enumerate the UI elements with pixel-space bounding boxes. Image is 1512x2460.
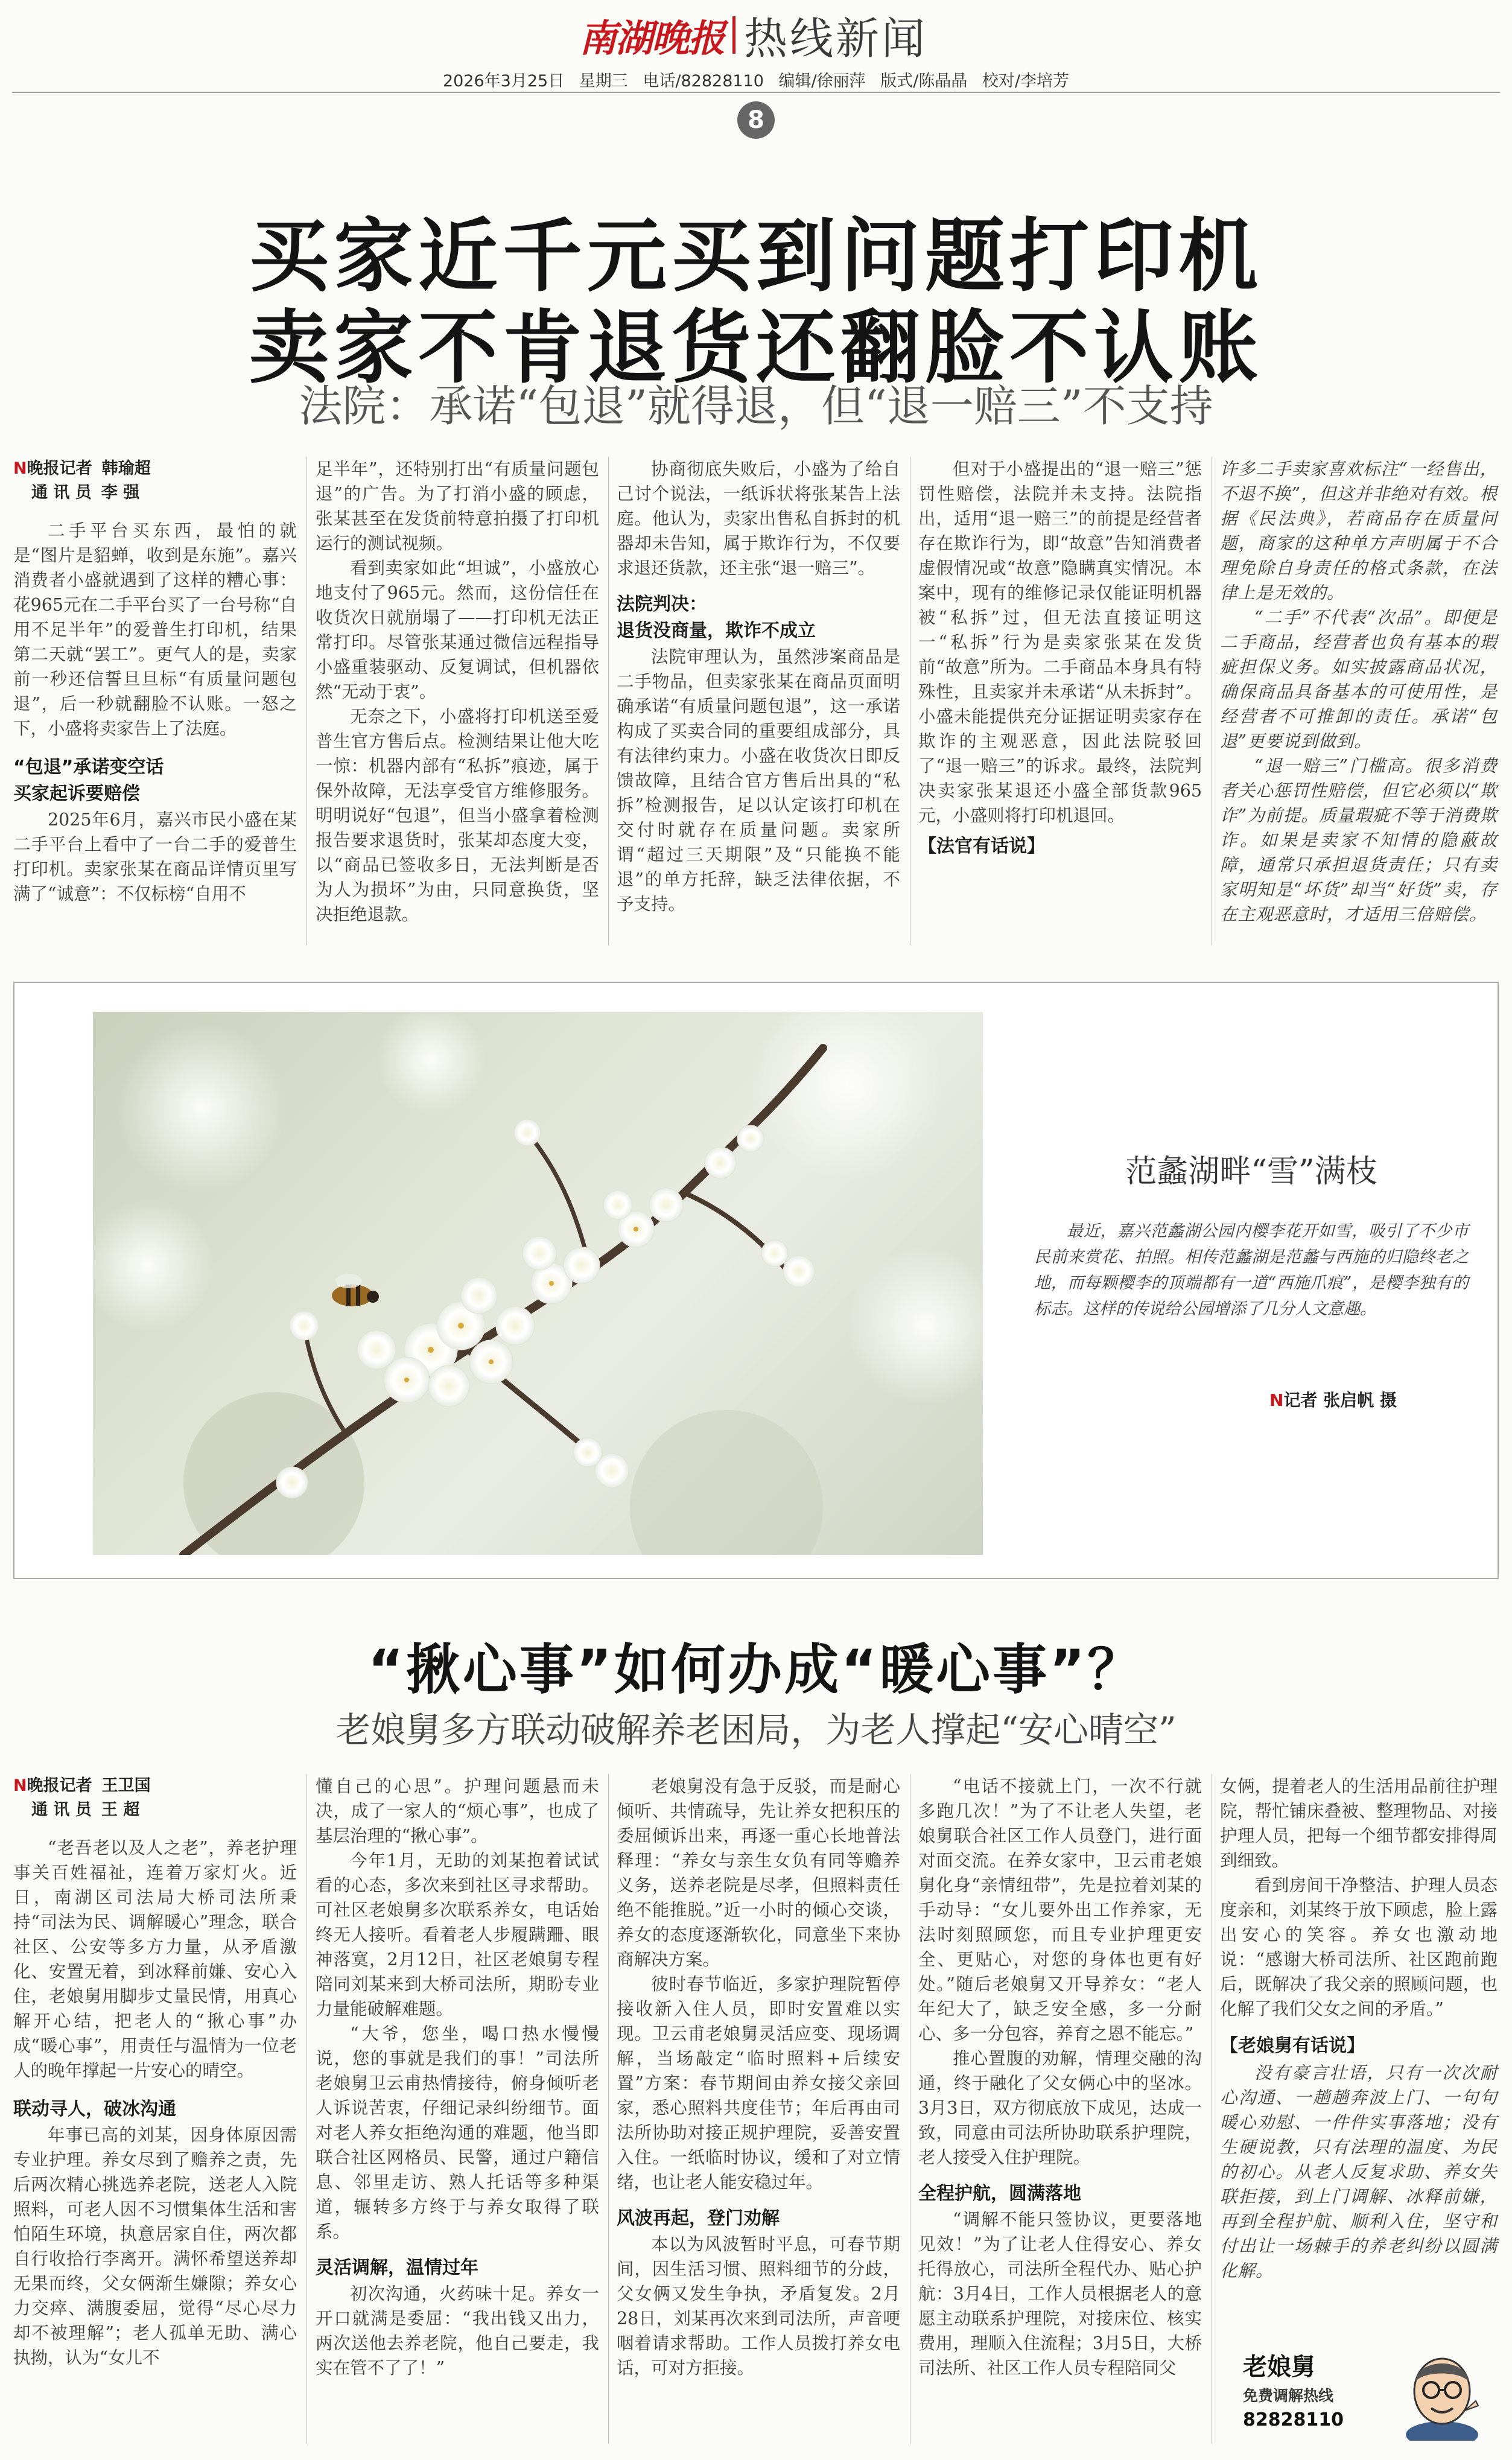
paragraph: 法院审理认为，虽然涉案商品是二手物品，但卖家张某在商品页面明确承诺“有质量问题包退”，这一承诺构成了买卖合同的重要组成部分，具有法律约束力。小盛在收货次日即反馈故障，且结合官方售后出具的“私拆”检测报告，足以认定该打印机在交付时就存在质量问题。卖家所谓“超过三天期限”及“只能换不能退”的单方托辞，缺乏法律依据，不予支持。 <box>617 647 900 914</box>
paragraph: 彼时春节临近，多家护理院暂停接收新入住人员，即时安置难以实现。卫云甫老娘舅灵活应变、现场调解，当场敲定“临时照料+后续安置”方案：春节期间由养女接父亲回家，悉心照料共度佳节；年后再由司法所协助对接正规护理院，妥善安置入住。一纸临时协议，缓和了对立情绪，也让老人能安稳过年。 <box>617 1974 900 2192</box>
blossom-illustration <box>93 1012 983 1555</box>
paragraph: 今年1月，无助的刘某抱着试试看的心态，多次来到社区寻求帮助。可社区老娘舅多次联系养女，电话始终无人接听。看着老人步履蹒跚、眼神落寞，2月12日，社区老娘舅专程陪同刘某来到大桥司法所，期盼专业力量能破解难题。 <box>316 1851 599 2019</box>
story2-subheadline: 老娘舅多方联动破解养老困局，为老人撑起“安心晴空” <box>335 1709 1177 1750</box>
issue-weekday: 星期三 <box>579 72 628 91</box>
mediator-comment: 没有豪言壮语，只有一次次耐心沟通、一趟趟奔波上门、一句句暖心劝慰、一件件实事落地；没有生硬说教，只有法理的温度、为民的初心。从老人反复求助、养女失联拒接，到上门调解、冰释前嫌，再到全程护航、顺利入住，坚守和付出让一场棘手的养老纠纷以圆满化解。 <box>1220 2063 1498 2281</box>
story2-byline: N晚报记者 王卫国 <box>13 1776 151 1795</box>
paragraph: 推心置腹的劝解，情理交融的沟通，终于融化了父女俩心中的坚冰。3月3日，双方彻底放下成见，达成一致，同意由司法所协助联系护理院，老人接受入住护理院。 <box>918 2048 1202 2167</box>
story1-column-2 <box>316 457 599 927</box>
section-subhead: 退货没商量，欺诈不成立 <box>617 620 816 641</box>
section-subhead: 全程护航，圆满落地 <box>918 2183 1081 2204</box>
story2-headline: “揪心事”如何办成“暖心事”？ <box>367 1638 1145 1702</box>
paragraph: “二手”不代表“次品”。即便是二手商品，经营者也负有基本的瑕疵担保义务。如实披露商品状况，确保商品具备基本的可使用性，是经营者不可推卸的责任。承诺“包退”更要说到做到。 <box>1220 608 1498 751</box>
story1-subheadline: 法院：承诺“包退”就得退，但“退一赔三”不支持 <box>299 381 1213 431</box>
paragraph: 老娘舅没有急于反驳，而是耐心倾听、共情疏导，先让养女把积压的委屈倾诉出来，再逐一重心长地普法释理：“养女与亲生女负有同等赡养义务，送养老院是尽孝，但照料责任绝不能推脱。”近一小时的倾心交谈，养女的态度逐渐软化，同意坐下来协商解决方案。 <box>617 1776 900 1969</box>
section-subhead: 联动寻人，破冰沟通 <box>13 2099 176 2120</box>
paragraph: 二手平台买东西，最怕的就是“图片是貂蝉，收到是东施”。嘉兴消费者小盛就遇到了这样的糟心事：花965元在二手平台买了一台号称“自用不足半年”的爱普生打印机，结果第二天就“罢工”。更气人的是，卖家前一秒还信誓旦旦标“有质量问题包退”，后一秒就翻脸不认账。一怒之下，小盛将卖家告上了法庭。 <box>13 521 297 739</box>
paragraph: “退一赔三”门槛高。很多消费者关心惩罚性赔偿，但它必须以“欺诈”为前提。质量瑕疵不等于消费欺诈。如果是卖家不知情的隐蔽故障，通常只承担退货责任；只有卖家明知是“坏货”却当“好货”卖，存在主观恶意时，才适用三倍赔偿。 <box>1220 756 1498 924</box>
section-subhead: 买家起诉要赔偿 <box>13 783 140 804</box>
paragraph: 看到房间干净整洁、护理人员态度亲和，刘某终于放下顾虑，脸上露出安心的笑容。养女也激动地说：“感谢大桥司法所、社区跑前跑后，既解决了我父亲的照顾问题，也化解了我们父女之间的矛盾。” <box>1220 1875 1498 2019</box>
story2-column-3 <box>617 1774 900 2380</box>
photo-feature <box>13 982 1499 1579</box>
paragraph: “老吾老以及人之老”，养老护理事关百姓福祉，连着万家灯火。近日，南湖区司法局大桥司法所秉持“司法为民、调解暖心”理念，联合社区、公安等多方力量，从矛盾激化、安置无着，到冰释前嫌、安心入住，老娘舅用脚步丈量民情，用真心解开心结，把老人的“揪心事”办成“暖心事”，用责任与温情为一位老人的晚年撑起一片安心的晴空。 <box>13 1838 297 2080</box>
section-subhead: 法院判决： <box>617 594 707 615</box>
section-name: 热线新闻 <box>744 13 928 64</box>
story2-column-4 <box>918 1774 1202 2380</box>
story1-headline-line2: 卖家不肯退货还翻脸不认账 <box>249 302 1263 395</box>
story2-column-2 <box>316 1774 599 2380</box>
plum-blossom-photo <box>93 1012 983 1555</box>
paragraph: 看到卖家如此“坦诚”，小盛放心地支付了965元。然而，这份信任在收货次日就崩塌了——打印机无法正常打印。尽管张某通过微信远程指导小盛重装驱动、反复调试，但机器依然“无动于衷”。 <box>316 558 599 702</box>
n-logo-icon: N <box>13 1776 27 1795</box>
hotline-phone: 电话/82828110 <box>643 72 764 91</box>
column-divider <box>608 457 609 946</box>
paragraph: 但对于小盛提出的“退一赔三”惩罚性赔偿，法院并未支持。法院指出，适用“退一赔三”的前提是经营者存在欺诈行为，即“故意”告知消费者虚假情况或“故意”隐瞒真实情况。本案中，现有的维修记录仅能证明机器被“私拆”过，但无法直接证明这一“私拆”行为是卖家张某在发货前“故意”所为。二手商品本身具有特殊性，且卖家并未承诺“从未拆封”。小盛未能提供充分证据证明卖家存在欺诈的主观恶意，因此法院驳回了“退一赔三”的诉求。最终，法院判决卖家张某退还小盛全部货款965元，小盛则将打印机退回。 <box>918 459 1202 825</box>
story2-column-1 <box>13 1774 297 2370</box>
story1-byline-2: 通 讯 员 李 强 <box>31 483 140 502</box>
proof-credit: 校对/李培芳 <box>982 72 1070 91</box>
logo-divider <box>732 16 735 54</box>
photo-caption: 最近，嘉兴范蠡湖公园内樱李花开如雪，吸引了不少市民前来赏花、拍照。相传范蠡湖是范蠡与西施的归隐终老之地，而每颗樱李的顶端都有一道“西施爪痕”，是樱李独有的标志。这样的传说给公园增添了几分人文意趣。 <box>1034 1222 1469 1318</box>
story1-column-4 <box>918 457 1202 861</box>
promo-line: 免费调解热线 <box>1243 2387 1334 2404</box>
photo-title: 范蠡湖畔“雪”满枝 <box>1125 1154 1377 1190</box>
logo-text: 南湖晚报 <box>579 16 725 60</box>
editor-credit: 编辑/徐丽萍 <box>778 72 866 91</box>
story1-byline: N晚报记者 韩瑜超 <box>13 459 151 478</box>
paragraph: 懂自己的心思”。护理问题悬而未决，成了一家人的“烦心事”，也成了基层治理的“揪心事”。 <box>316 1776 599 1846</box>
mediator-comment-title: 【老娘舅有话说】 <box>1220 2035 1365 2056</box>
photo-credit: N记者 张启帆 摄 <box>1269 1390 1397 1410</box>
story1-column-1 <box>13 457 297 906</box>
dateline <box>0 68 1512 91</box>
judge-comment <box>1220 457 1498 927</box>
page-number-badge: 8 <box>737 101 775 139</box>
paragraph: “调解不能只签协议，更要落地见效！”为了让老人住得安心、养女托得放心，司法所全程代办、贴心护航：3月4日，工作人员根据老人的意愿主动联系护理院，对接床位、核实费用，理顺入住流程；3月5日，大桥司法所、社区工作人员专程陪同父 <box>918 2210 1202 2378</box>
paragraph: 协商彻底失败后，小盛为了给自己讨个说法，一纸诉状将张某告上法庭。他认为，卖家出售私自拆封的机器却未告知，属于欺诈行为，不仅要求退还货款，还主张“退一赔三”。 <box>617 459 900 578</box>
paragraph: 本以为风波暂时平息，可春节期间，因生活习惯、照料细节的分歧，父女俩又发生争执，矛盾复发。2月28日，刘某再次来到司法所，声音哽咽着请求帮助。工作人员拨打养女电话，可对方拒接。 <box>617 2234 900 2378</box>
paragraph: 女俩，提着老人的生活用品前往护理院，帮忙铺床叠被、整理物品、对接护理人员，把每一个细节都安排得周到细致。 <box>1220 1776 1498 1870</box>
hotline-promo <box>1243 2344 1484 2444</box>
paragraph: 许多二手卖家喜欢标注“一经售出，不退不换”，但这并非绝对有效。根据《民法典》，若商品存在质量问题，商家的这种单方声明属于不合理免除自身责任的格式条款，在法律上是无效的。 <box>1220 459 1498 603</box>
paragraph: 无奈之下，小盛将打印机送至爱普生官方售后点。检测结果让他大吃一惊：机器内部有“私拆”痕迹，属于保外故障，无法享受官方维修服务。明明说好“包退”，但当小盛拿着检测报告要求退货时，张某却态度大变，以“商品已签收多日，无法判断是否为人为损坏”为由，只同意换货，坚决拒绝退款。 <box>316 707 599 924</box>
paragraph: 2025年6月，嘉兴市民小盛在某二手平台上看中了一台二手的爱普生打印机。卖家张某在商品详情页里写满了“诚意”：不仅标榜“自用不 <box>13 810 297 904</box>
bee-icon <box>332 1274 379 1306</box>
judge-comment-title: 【法官有话说】 <box>918 836 1045 857</box>
story2-byline-2: 通 讯 员 王 超 <box>31 1801 140 1819</box>
n-logo-icon: N <box>13 459 27 478</box>
layout-credit: 版式/陈晶晶 <box>880 72 968 91</box>
newspaper-logo <box>579 11 928 64</box>
n-logo-icon: N <box>1269 1390 1284 1410</box>
paragraph: 足半年”，还特别打出“有质量问题包退”的广告。为了打消小盛的顾虑，张某甚至在发货前特意拍摄了打印机运行的测试视频。 <box>316 459 599 553</box>
paragraph: “大爷，您坐，喝口热水慢慢说，您的事就是我们的事！”司法所老娘舅卫云甫热情接待，俯身倾听老人诉说苦衷，仔细记录纠纷细节。面对老人养女拒绝沟通的难题，他当即联合社区网格员、民警，通过户籍信息、邻里走访、熟人托话等多种渠道，辗转多方终于与养女取得了联系。 <box>316 2024 599 2242</box>
promo-phone: 82828110 <box>1243 2409 1344 2430</box>
issue-date: 2026年3月25日 <box>442 72 565 91</box>
section-subhead: 风波再起，登门劝解 <box>617 2208 780 2229</box>
story1-column-3 <box>617 457 900 917</box>
section-subhead: 灵活调解，温情过年 <box>316 2257 478 2278</box>
story1-headline-line1: 买家近千元买到问题打印机 <box>249 210 1263 303</box>
promo-name: 老娘舅 <box>1243 2353 1315 2381</box>
masthead-rule <box>12 92 1500 93</box>
section-subhead: “包退”承诺变空话 <box>13 757 164 778</box>
paragraph: “电话不接就上门，一次不行就多跑几次！”为了不让老人失望，老娘舅联合社区工作人员登门，进行面对面交流。在养女家中，卫云甫老娘舅化身“亲情纽带”，先是拉着刘某的手动导：“女儿要外出工作养家，无法时刻照顾您，而且专业护理更安全、更贴心，对您的身体也更有好处。”随后老娘舅又开导养女：“老人年纪大了，缺乏安全感，多一分耐心、多一分包容，养育之恩不能忘。” <box>918 1776 1202 2044</box>
paragraph: 年事已高的刘某，因身体原因需专业护理。养女尽到了赡养之责，先后两次精心挑选养老院，送老人入院照料，可老人因不习惯集体生活和害怕陌生环境，执意居家自住，两次都自行收拾行李离开。满怀希望送养却无果而终，父女俩渐生嫌隙；养女心力交瘁、满腹委屈，觉得“尽心尽力却不被理解”；老人孤单无助、满心执拗，认为“女儿不 <box>13 2125 297 2368</box>
story2-column-5 <box>1220 1774 1498 2283</box>
column-divider <box>608 1774 609 2444</box>
paragraph: 初次沟通，火药味十足。养女一开口就满是委屈：“我出钱又出力，两次送他去养老院，他自己要走，我实在管不了了！” <box>316 2284 599 2378</box>
masthead <box>0 0 1512 139</box>
mediator-avatar-icon <box>1400 2344 1484 2441</box>
